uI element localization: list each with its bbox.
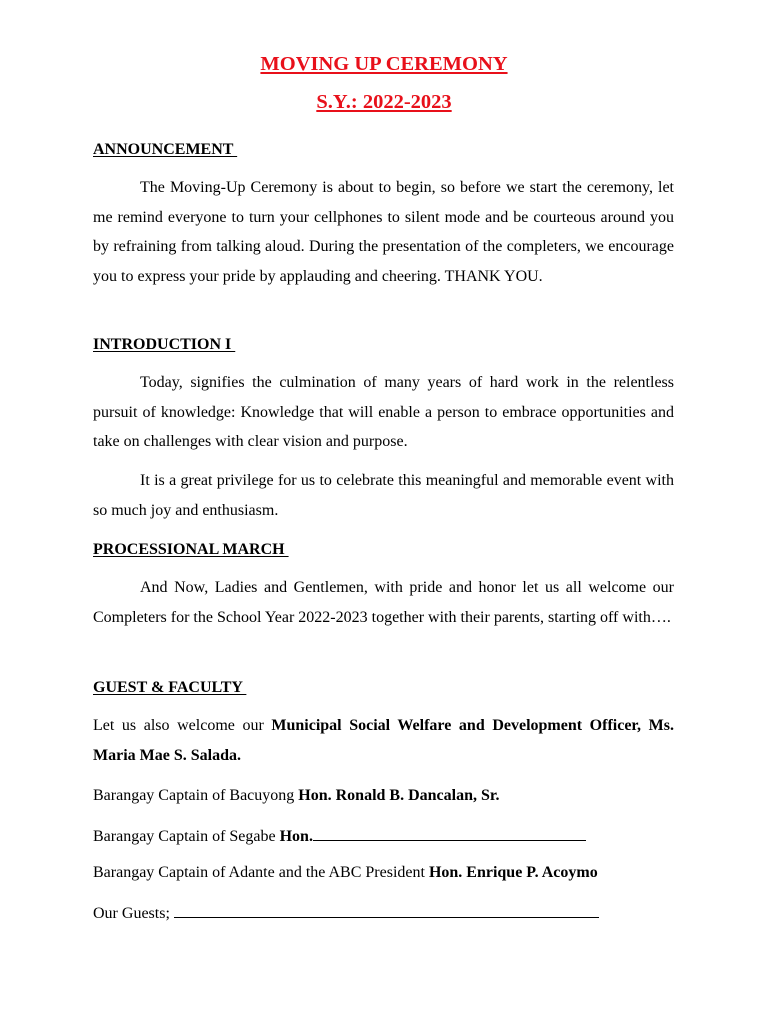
processional-text: And Now, Ladies and Gentlemen, with pride and honor let us all welcome our Completers for the School Year 2022-2023 together with their parents, starting off with…. [93, 579, 674, 626]
introduction-text-2: It is a great privilege for us to celebrate this meaningful and memorable event with so much joy and enthusiasm. [93, 472, 674, 519]
introduction-paragraph-1 [93, 368, 674, 457]
adante-line [93, 863, 598, 883]
segabe-name-blank [313, 825, 586, 841]
mswdo-name: Municipal Social Welfare and Development Officer, Ms. Maria Mae S. Salada. [93, 717, 674, 764]
our-guests-line [93, 902, 599, 924]
segabe-line [93, 825, 586, 847]
bacuyong-line [93, 786, 500, 806]
document-title: MOVING UP CEREMONY [260, 53, 508, 75]
processional-heading: PROCESSIONAL MARCH [93, 541, 289, 558]
processional-paragraph [93, 573, 674, 632]
segabe-captain-name: Hon. [279, 828, 313, 845]
announcement-paragraph [93, 173, 674, 291]
adante-prefix: Barangay Captain of Adante and the ABC President [93, 864, 429, 881]
bacuyong-captain-name: Hon. Ronald B. Dancalan, Sr. [298, 787, 500, 804]
announcement-heading: ANNOUNCEMENT [93, 141, 238, 158]
segabe-prefix: Barangay Captain of Segabe [93, 828, 280, 845]
introduction-paragraph-2 [93, 466, 674, 525]
school-year: S.Y.: 2022-2023 [316, 91, 452, 113]
our-guests-blank [174, 902, 599, 918]
introduction-text-1: Today, signifies the culmination of many years of hard work in the relentless pursuit of knowledge: Knowledge that will enable a person to embrace opportunities and take on challenges with clear vision and purpose. [93, 374, 674, 450]
welcome-prefix: Let us also welcome our [93, 717, 272, 734]
adante-captain-name: Hon. Enrique P. Acoymo [428, 864, 598, 881]
announcement-text: The Moving-Up Ceremony is about to begin, so before we start the ceremony, let me remind everyone to turn your cellphones to silent mode and be courteous around you by refraining from talking aloud. During the presentation of the completers, we encourage you to express your pride by applauding and cheering. THANK YOU. [93, 179, 674, 285]
bacuyong-prefix: Barangay Captain of Bacuyong [93, 787, 299, 804]
welcome-paragraph [93, 711, 674, 770]
guests-heading: GUEST & FACULTY [93, 679, 247, 696]
our-guests-label: Our Guests; [93, 905, 174, 922]
introduction-heading: INTRODUCTION I [93, 336, 236, 353]
